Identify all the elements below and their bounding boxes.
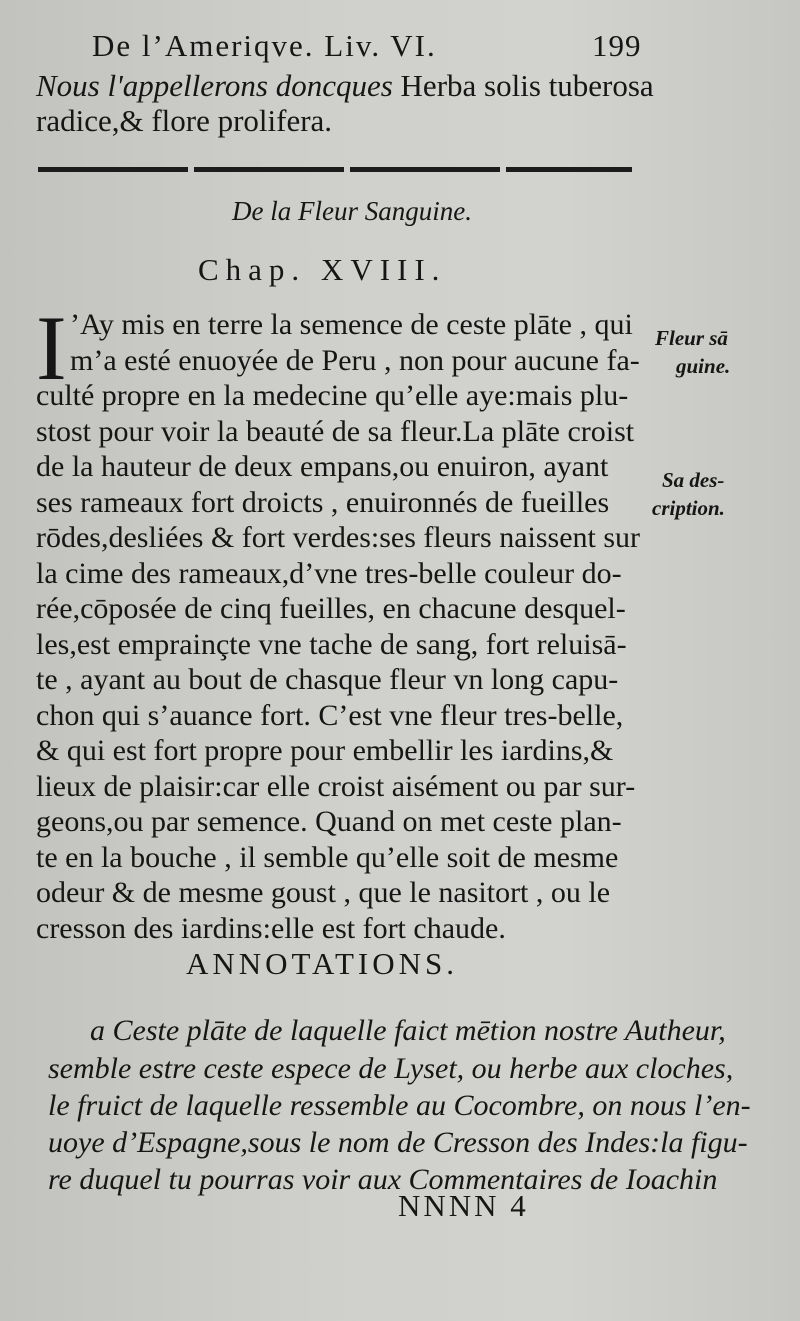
section-rule xyxy=(38,167,632,172)
annotation-line: le fruict de laquelle ressemble au Cocombre, on nous l’en- xyxy=(48,1089,751,1122)
margin-note: Sa des- xyxy=(662,468,725,492)
page-number: 199 xyxy=(592,28,642,63)
chapter-subtitle: De la Fleur Sanguine. xyxy=(232,196,472,226)
body-line: rée,cōposée de cinq fueilles, en chacune desquel- xyxy=(36,592,626,625)
margin-note: guine. xyxy=(676,354,731,378)
annotation-line: uoye d’Espagne,sous le nom de Cresson des Indes:la figu- xyxy=(48,1126,748,1159)
annotation-line: re duquel tu pourras voir aux Commentaires de Ioachin xyxy=(48,1163,718,1196)
intro-line: Nous l'appellerons doncques Herba solis tuberosa xyxy=(36,68,654,103)
annotations-heading: ANNOTATIONS. xyxy=(186,946,458,981)
margin-note: Fleur sā xyxy=(655,326,728,350)
body-line: lieux de plaisir:car elle croist aisément ou par sur- xyxy=(36,770,636,803)
body-line: les,est emprainçte vne tache de sang, fort reluisā- xyxy=(36,628,627,661)
body-line: ’Ay mis en terre la semence de ceste plāte , qui xyxy=(70,308,633,341)
body-line: cresson des iardins:elle est fort chaude. xyxy=(36,912,506,945)
annotation-line: semble estre ceste espece de Lyset, ou herbe aux cloches, xyxy=(48,1052,734,1085)
body-line: te en la bouche , il semble qu’elle soit de mesme xyxy=(36,841,619,874)
body-line: culté propre en la medecine qu’elle aye:mais plu- xyxy=(36,379,629,412)
body-line: stost pour voir la beauté de sa fleur.La plāte croist xyxy=(36,415,635,448)
drop-capital: I xyxy=(36,297,67,399)
body-line: chon qui s’auance fort. C’est vne fleur tres-belle, xyxy=(36,699,624,732)
running-title: De l’Ameriqve. Liv. VI. xyxy=(92,28,437,63)
body-line: de la hauteur de deux empans,ou enuiron, ayant xyxy=(36,450,609,483)
annotation-line: a Ceste plāte de laquelle faict mētion nostre Autheur, xyxy=(90,1014,726,1047)
chapter-number: Chap. XVIII. xyxy=(198,252,447,287)
body-line: la cime des rameaux,d’vne tres-belle couleur do- xyxy=(36,557,622,590)
running-header xyxy=(92,28,642,64)
body-line: m’a esté enuoyée de Peru , non pour aucune fa- xyxy=(70,344,640,377)
body-line: rōdes,desliées & fort verdes:ses fleurs naissent sur xyxy=(36,521,641,554)
margin-note: cription. xyxy=(652,496,725,520)
body-line: te , ayant au bout de chasque fleur vn long capu- xyxy=(36,663,619,696)
body-line: & qui est fort propre pour embellir les iardins,& xyxy=(36,734,614,767)
body-line: ses rameaux fort droicts , enuironnés de fueilles xyxy=(36,486,610,519)
signature-mark: NNNN 4 xyxy=(398,1188,529,1223)
intro-line: radice,& flore prolifera. xyxy=(36,103,333,138)
body-line: geons,ou par semence. Quand on met ceste plan- xyxy=(36,805,622,838)
body-line: odeur & de mesme goust , que le nasitort , ou le xyxy=(36,876,611,909)
